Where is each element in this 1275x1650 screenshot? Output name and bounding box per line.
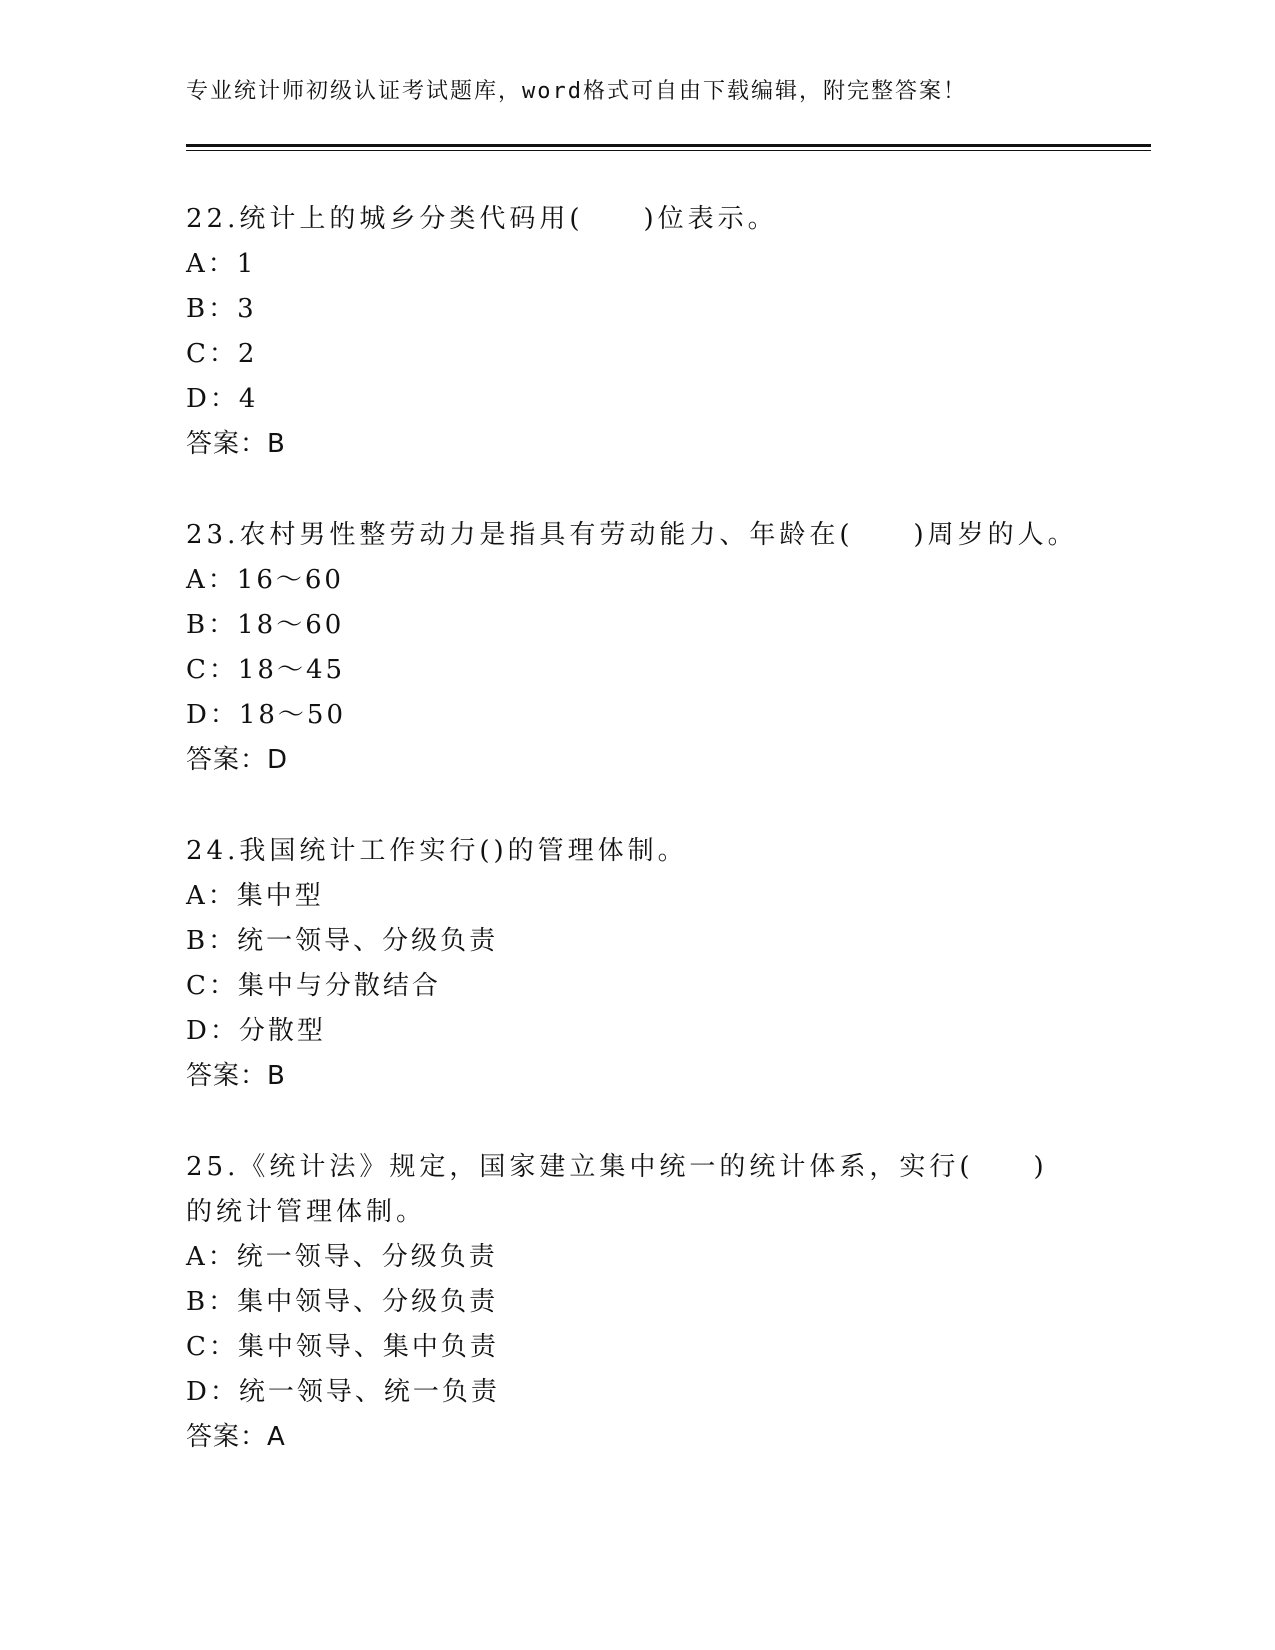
question-stem: 25.《统计法》规定，国家建立集中统一的统计体系，实行( )的统计管理体制。 xyxy=(186,1152,1048,1227)
question-stem: 23.农村男性整劳动力是指具有劳动能力、年龄在( )周岁的人。 xyxy=(186,520,1078,550)
option-d: D：统一领导、统一负责 xyxy=(186,1377,500,1407)
question-22 xyxy=(186,197,1086,467)
option-c: C：集中与分散结合 xyxy=(186,971,441,1001)
option-b: B：3 xyxy=(186,294,257,324)
option-b: B：18～60 xyxy=(186,610,345,640)
option-a: A：统一领导、分级负责 xyxy=(186,1242,498,1272)
option-d: D：分散型 xyxy=(186,1016,326,1046)
question-stem: 24.我国统计工作实行()的管理体制。 xyxy=(186,836,688,866)
answer: 答案：D xyxy=(186,745,289,775)
option-b: B：集中领导、分级负责 xyxy=(186,1287,499,1317)
option-c: C：2 xyxy=(186,339,258,369)
option-c: C：18～45 xyxy=(186,655,346,685)
question-23 xyxy=(186,513,1086,783)
option-d: D：4 xyxy=(186,384,259,414)
option-d: D：18～50 xyxy=(186,700,347,730)
answer: 答案：B xyxy=(186,1061,286,1091)
option-c: C：集中领导、集中负责 xyxy=(186,1332,499,1362)
page-header: 专业统计师初级认证考试题库，word格式可自由下载编辑，附完整答案！ xyxy=(186,79,967,104)
option-a: A：16～60 xyxy=(186,565,344,595)
answer: 答案：A xyxy=(186,1422,286,1452)
question-24 xyxy=(186,829,1086,1099)
header-divider-thick xyxy=(186,144,1151,147)
answer: 答案：B xyxy=(186,429,286,459)
option-a: A：集中型 xyxy=(186,881,324,911)
option-a: A：1 xyxy=(186,249,257,279)
option-b: B：统一领导、分级负责 xyxy=(186,926,499,956)
header-divider-thin xyxy=(186,150,1151,151)
question-25 xyxy=(186,1145,1056,1460)
question-stem: 22.统计上的城乡分类代码用( )位表示。 xyxy=(186,204,778,234)
